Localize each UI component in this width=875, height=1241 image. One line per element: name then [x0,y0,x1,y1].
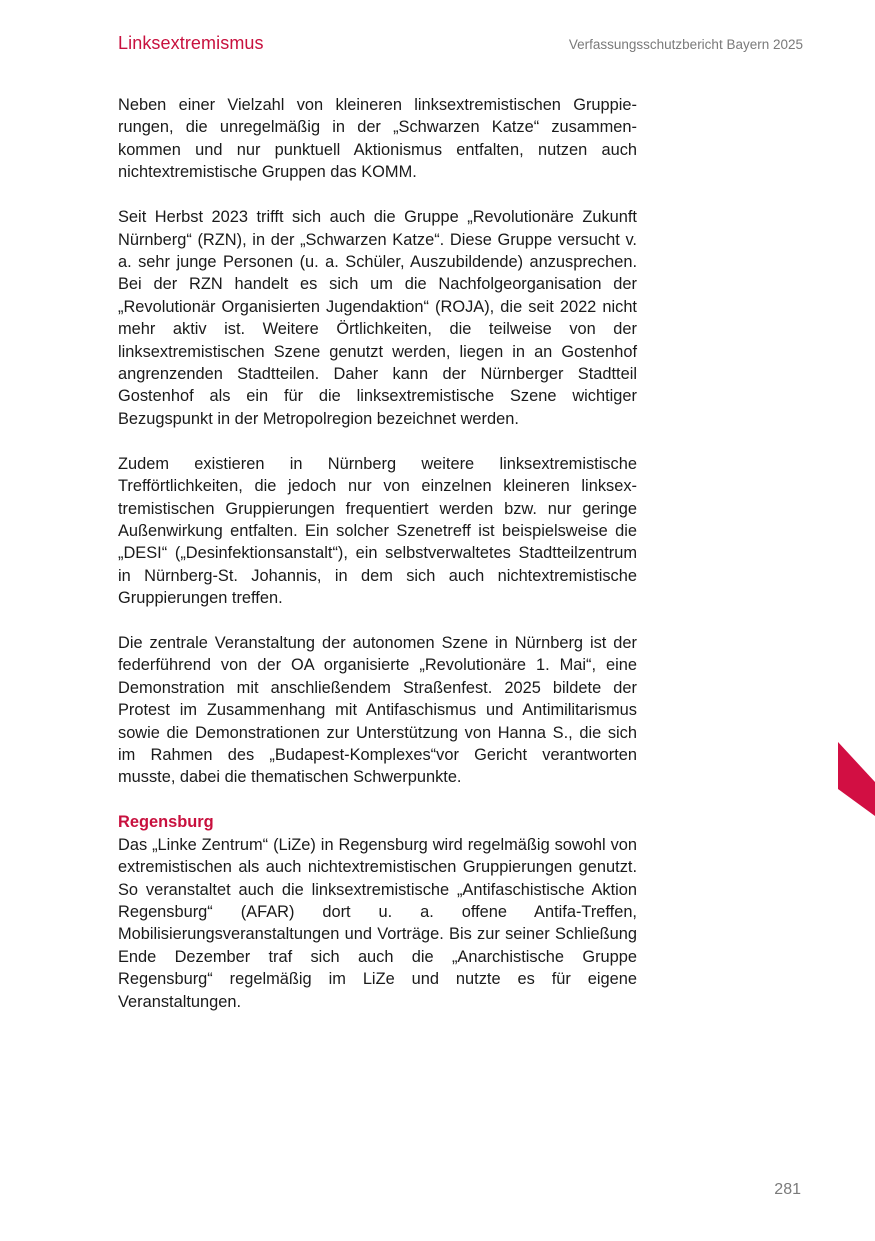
chapter-title: Linksextremismus [118,33,264,53]
publication-title: Verfassungsschutzbericht Bayern 2025 [568,37,803,52]
main-content [118,94,637,1036]
page-number: 281 [774,1181,801,1198]
section-heading-regensburg: Regensburg [118,813,214,832]
paragraph-meeting-places: Zudem existieren in Nürnberg weitere linksextremistische Trefförtlichkeiten, die jedoch nur von einzelnen kleineren linksextremistischen Gruppierungen frequentiert werden bzw. nur geringe Außenwirkung entfalten. Ein solcher Szenetreff ist beispielsweise die „DESI“ („Desinfektionsanstalt“), ein selbstverwaltetes Stadtteilzentrum in Nürnberg-St. Johannis, in dem sich auch nichtextremistische Gruppierungen treffen. [118,454,637,608]
chapter-tab-marker [838,742,875,816]
paragraph-regensburg: Das „Linke Zentrum“ (LiZe) in Regensburg wird regelmäßig sowohl von extremistischen als auch nichtextremistischen Gruppierungen genutzt. So veranstaltet auch die linksextremistische „Antifaschistische Aktion Regensburg“ (AFAR) dort u. a. offene Antifa-Treffen, Mobilisierungsveranstaltungen und Vorträge. Bis zur seiner Schließung Ende Dezember traf sich auch die „Anarchistische Gruppe Regensburg“ regelmäßig im LiZe und nutzte es für eigene Veranstaltungen. [118,835,637,1011]
paragraph-rzn: Seit Herbst 2023 trifft sich auch die Gruppe „Revolutionäre Zukunft Nürnberg“ (RZN), in der „Schwarzen Katze“. Diese Gruppe versucht v. a. sehr junge Personen (u. a. Schüler, Auszubildende) anzusprechen. Bei der RZN handelt es sich um die Nachfolgeorganisation der „Revolutionär Organisierten Jugendaktion“ (ROJA), die seit 2022 nicht mehr aktiv ist. Weitere Örtlichkeiten, die teilweise von der linksextremistischen Szene genutzt werden, liegen in an Gostenhof angrenzenden Stadtteilen. Daher kann der Nürnberger Stadtteil Gostenhof als ein für die linksextremistische Szene wichtiger Bezugspunkt in der Metropolregion bezeichnet werden. [118,208,637,428]
paragraph-may-day: Die zentrale Veranstaltung der autonomen Szene in Nürnberg ist der federführend von der OA organisierte „Revolutionäre 1. Mai“, eine Demonstration mit anschließendem Straßenfest. 2025 bildete der Protest im Zusammenhang mit Antifaschismus und Antimilitarismus sowie die Demonstrationen zur Unterstützung von Hanna S., die sich im Rahmen des „Budapest-Komplexes“vor Gericht verantworten musste, dabei die thematischen Schwerpunkte. [118,634,637,787]
paragraph-groups: Neben einer Vielzahl von kleineren linksextremistischen Gruppierungen, die unregelmäßig in der „Schwarzen Katze“ zusammenkommen und nur punktuell Aktionismus entfalten, nutzen auch nichtextremistische Gruppen das KOMM. [118,96,637,182]
